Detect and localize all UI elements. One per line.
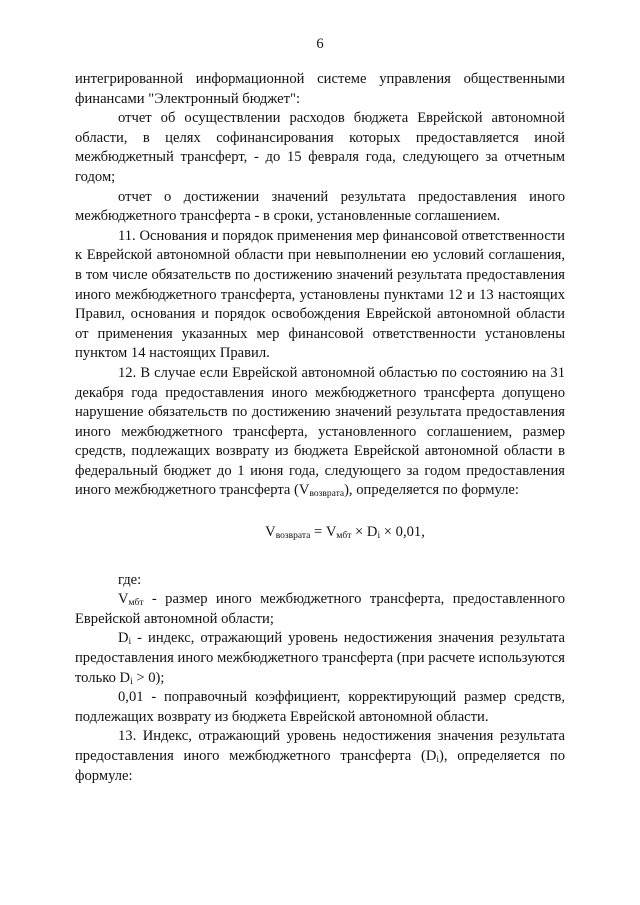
paragraph-13 (75, 727, 565, 786)
formula-times-d: × D (351, 524, 378, 541)
paragraph-13-text: 13. Индекс, отражающий уровень недостижения значения результата предоставления иного межбюджетного трансферта (D (75, 728, 565, 764)
paragraph-11: 11. Основания и порядок применения мер финансовой ответственности к Еврейской автономной области при невыполнении ею условий соглашения, в том числе обязательств по достижению значений результата предоставления иного межбюджетного трансферта, установлены пунктами 12 и 13 настоящих Правил, основания и порядок освобождения Еврейской автономной области от применения указанных мер финансовой ответственности установлены пунктом 14 настоящих Правил. (75, 227, 565, 362)
paragraph-continuation: интегрированной информационной системе управления общественными финансами "Электронный бюджет": (75, 71, 565, 107)
paragraph-12-text: 12. В случае если Еврейской автономной областью по состоянию на 31 декабря года предоставления иного межбюджетного трансферта допущено нарушение обязательств по достижению значений результата предоставления иного межбюджетного трансферта, установленного соглашением, размер средств, подлежащих возврату из бюджета Еврейской автономной области в федеральный бюджет до 1 июня года, следующего за годом предоставления иного межбюджетного трансферта (V (75, 364, 565, 499)
def2-tail: > 0); (132, 669, 165, 686)
paragraph-where: где: (118, 571, 142, 588)
formula-v-sub: возврата (275, 531, 311, 542)
page-number: 6 (316, 36, 324, 52)
formula-v: V (265, 524, 276, 541)
def1-sub: мбт (128, 598, 144, 609)
paragraph-13-sub: i (436, 755, 440, 765)
subscript-vozvrata: возврата (309, 489, 345, 500)
formula-i-sub: i (377, 531, 381, 542)
document-body (75, 70, 565, 786)
paragraph-12 (75, 364, 565, 501)
paragraph-report-expenses: отчет об осуществлении расходов бюджета Еврейской автономной области, в целях софинансирования которых предоставляется иной межбюджетный трансферт, - до 15 февраля года, следующего за отчетным годом; (75, 110, 565, 185)
definition-v-mbt (75, 590, 565, 629)
def2-sub2: i (130, 676, 133, 687)
def1-text: - размер иного межбюджетного трансферта, предоставленного Еврейской автономной области; (75, 591, 565, 627)
formula-tail: × 0,01, (380, 524, 425, 541)
paragraph-13-tail: ), определяется по формуле: (75, 748, 565, 784)
def2-text: - индекс, отражающий уровень недостижения значения результата предоставления иного межбюджетного трансферта (при расчете используются только D (75, 630, 565, 686)
def1-symbol: V (118, 591, 129, 608)
paragraph-report-results: отчет о достижении значений результата предоставления иного межбюджетного трансферта - в сроки, установленные соглашением. (75, 188, 565, 225)
formula-eq: = V (310, 524, 337, 541)
def2-symbol: D (118, 630, 129, 647)
formula-v-vozvrata (75, 523, 565, 543)
definition-d-i (75, 629, 565, 688)
paragraph-12-tail: ), определяется по формуле: (344, 482, 519, 499)
formula-mbt-sub: мбт (336, 531, 352, 542)
definition-coefficient: 0,01 - поправочный коэффициент, корректирующий размер средств, подлежащих возврату из бюджета Еврейской автономной области. (75, 689, 565, 725)
def2-sub: i (128, 637, 132, 648)
